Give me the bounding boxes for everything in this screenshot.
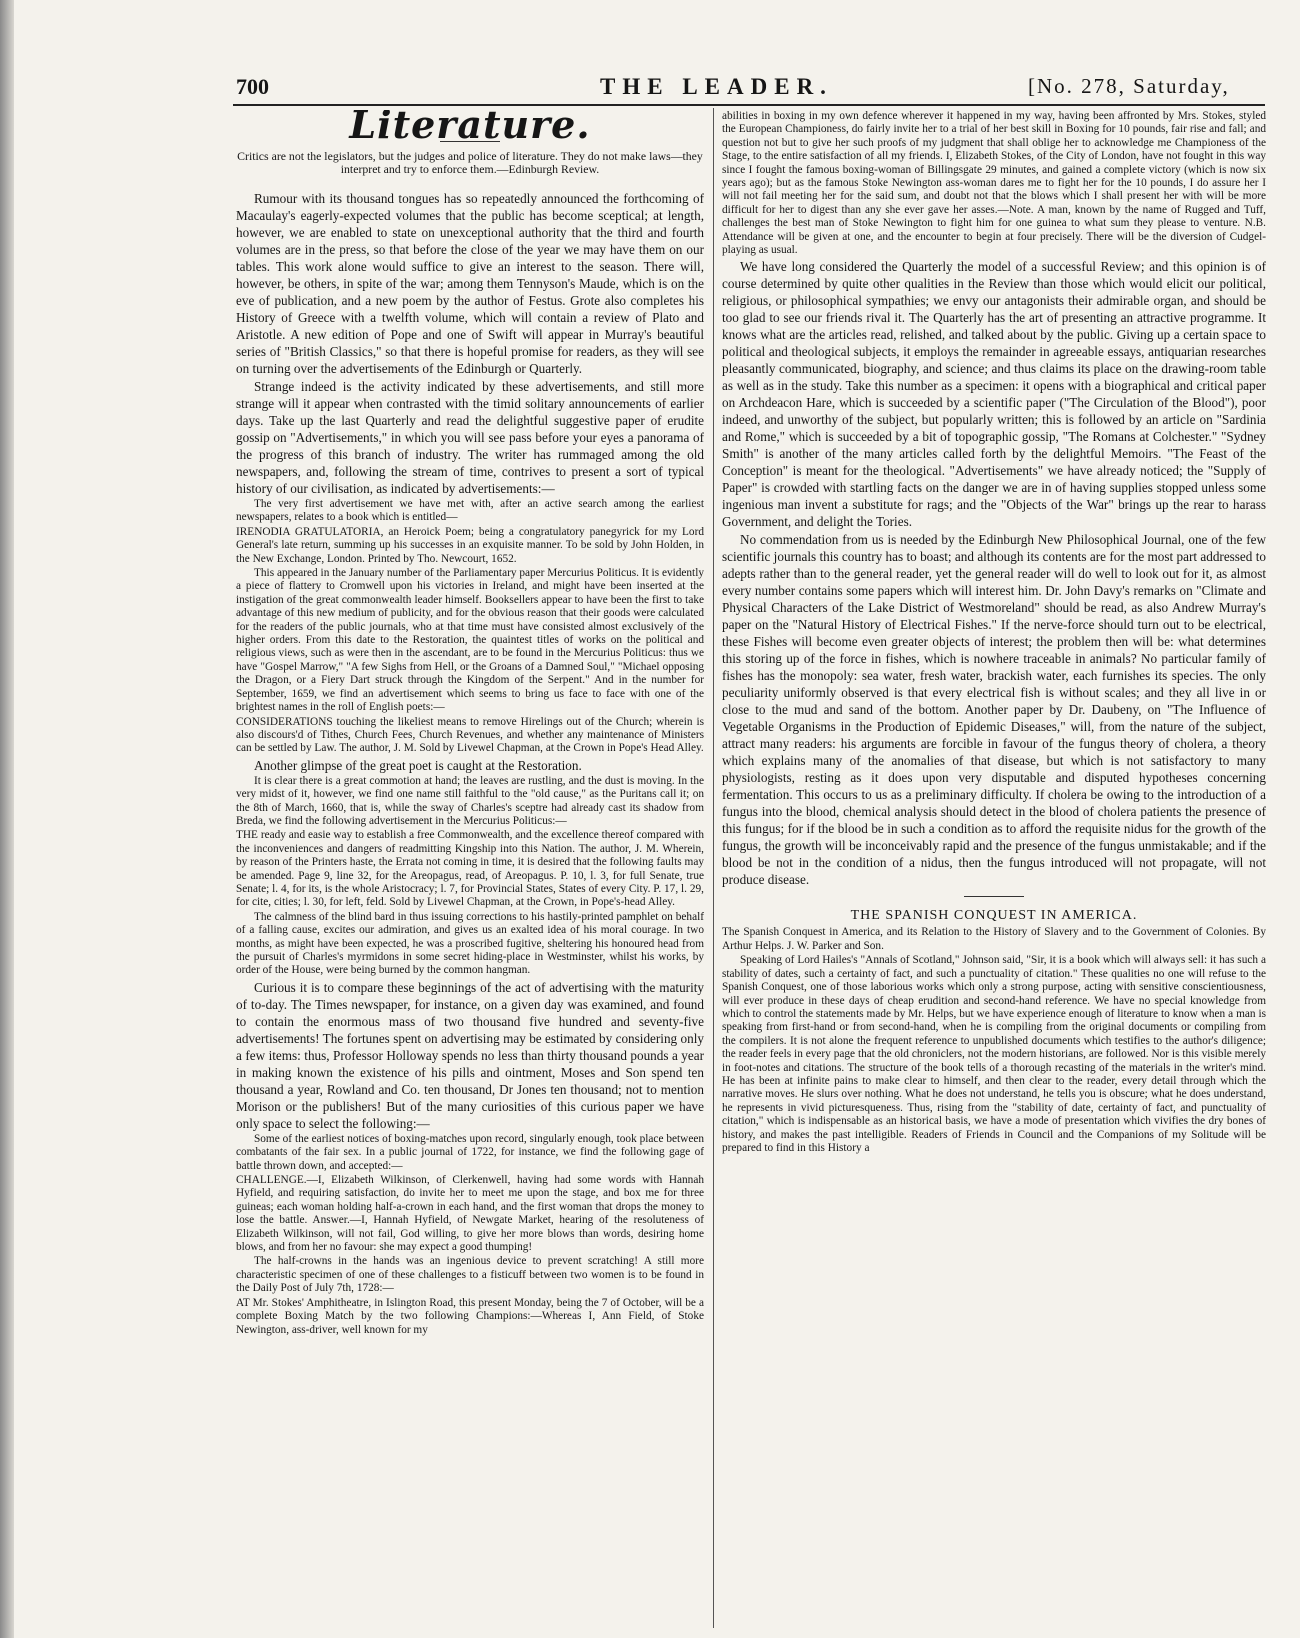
advertisement-quote: IRENODIA GRATULATORIA, an Heroick Poem; being a congratulatory panegyrick for my Lord General's late return, summing up his successes in an exquisite manner. To be sold by John Holden, in the New Exchange, London. Printed by Tho. Newcourt, 1652. xyxy=(236,525,704,565)
issue-info: [No. 278, Saturday, xyxy=(1028,74,1230,98)
paragraph: Curious it is to compare these beginnings of the act of advertising with the maturity of to-day. The Times newspaper, for instance, on a given day was examined, and found to contain the enormous mass of two thousand five hundred and seventy-five advertisements! The fortunes spent on advertising may be estimated by considering only a few items: thus, Professor Holloway spends no less than thirty thousand pounds a year in making known the existence of his pills and ointment, Moses and Son spend ten thousand a year, Rowland and Co. ten thousand, Dr Jones ten thousand; not to mention Morison or the publishers! But of the many curiosities of this curious paper we have only space to select the following:— xyxy=(236,979,704,1131)
paragraph: No commendation from us is needed by the Edinburgh New Philosophical Journal, one of the few scientific journals this country has to boast; and although its contents are for the most part addressed to adepts rather than to the general reader, yet the general reader will do well to look out for it, as almost every number contains some papers which will interest him. Dr. John Davy's remarks on "Climate and Physical Characters of the Lake District of Westmoreland" should be read, as also Andrew Murray's paper on the "Natural History of Electrical Fishes." If the nerve-force should turn out to be electrical, these Fishes will become even greater objects of interest; the problem then will be: what determines this storing up of the force in fishes, which is nowhere traceable in animals? No particular family of fishes has the monopoly: sea water, fresh water, brackish water, each furnishes its species. The only peculiarity uniformly observed is that every electrical fish is without scales; and they all live in or close to the mud and sand of the bottom. Another paper by Dr. Daubeny, on "The Influence of Vegetable Organisms in the Production of Epidemic Diseases," will, from the nature of the subject, attract many readers: his arguments are forcible in favour of the fungus theory of cholera, a theory which explains many of the anomalies of that disease, but which is not satisfactory to many physiologists, resting as it does upon very disputable and disputed hypotheses concerning fermentation. This occurs to us as a preliminary difficulty. If cholera be owing to the introduction of a fungus into the blood, chemical analysis should detect in the blood of cholera patients the presence of this fungus; for if the blood be in such a condition as to afford the requisite nidus for the growth of the fungus, the growth will be inconceivably rapid and the presence of the fungus unmistakable; and if the blood be not in the condition of a nidus, then the fungus introduced will not propagate, will not produce disease. xyxy=(722,532,1266,888)
right-column xyxy=(722,110,1266,1625)
advertisement-quote: THE ready and easie way to establish a free Commonwealth, and the excellence thereof compared with the inconveniences and dangers of readmitting Kingship into this Nation. The author, J. M. Wherein, by reason of the Printers haste, the Errata not coming in time, it is desired that the following faults may be amended. Page 9, line 32, for the Areopagus, read, of Areopagus. P. 10, l. 3, for full Senate, true Senate; l. 4, for its, is the whole Aristocracy; l. 7, for Provincial States, States of every City. P. 17, l. 29, for cite, cities; l. 30, for left, feld. Sold by Livewel Chapman, at the Crown, in Pope's-head Alley. xyxy=(236,829,704,909)
paragraph: Another glimpse of the great poet is caught at the Restoration. xyxy=(254,757,582,773)
page-number: 700 xyxy=(236,74,269,99)
running-head: THE LEADER. xyxy=(600,74,833,99)
review-subtitle: The Spanish Conquest in America, and its Relation to the History of Slavery and to the Government of Colonies. By Arthur Helps. J. W. Parker and Son. xyxy=(722,926,1266,952)
paragraph: The calmness of the blind bard in thus issuing corrections to his hastily-printed pamphlet on behalf of a falling cause, excites our admiration, and gives us an exalted idea of his moral courage. In two months, as might have been expected, he was a proscribed fugitive, sheltering his honoured head from the pursuit of Charles's myrmidons in some secret hiding-place in Westminster, whilst his works, by order of the House, were being burned by the common hangman. xyxy=(236,910,704,977)
section-motto: Critics are not the legislators, but the judges and police of literature. They do not make laws—they interpret and try to enforce them.—Edinburgh Review. xyxy=(237,149,703,176)
paragraph: Strange indeed is the activity indicated by these advertisements, and still more strange will it appear when contrasted with the timid solitary announcements of earlier days. Take up the last Quarterly and read the delightful suggestive paper of erudite gossip on "Advertisements," in which you will see pass before your eyes a panorama of the progress of this branch of industry. The writer has rummaged among the old newspapers, and, following the stream of time, contrives to present a sort of typical history of our civilisation, as indicated by advertisements:— xyxy=(236,379,704,496)
section-title: Literature. xyxy=(349,110,591,147)
review-title: THE SPANISH CONQUEST IN AMERICA. xyxy=(850,908,1138,924)
paragraph: Rumour with its thousand tongues has so repeatedly announced the forthcoming of Macaulay's eagerly-expected volumes that the public has become sceptical; at length, however, we are enabled to state on unexceptional authority that the third and fourth volumes are in the press, so that before the close of the year we may have them on our tables. This work alone would suffice to give an interest to the season. There will, however, be others, in spite of the war; among them Tennyson's Maude, which is on the eve of publication, and a new poem by the author of Festus. Grote also completes his History of Greece with a twelfth volume, which will contain a review of Plato and Aristotle. A new edition of Pope and one of Swift will appear in Murray's beautiful series of "British Classics," so that there is hopeful promise for readers, as they will see on turning over the advertisements of the Edinburgh or Quarterly. xyxy=(236,191,704,376)
page-header xyxy=(0,74,1300,104)
left-column xyxy=(236,110,704,1625)
advertisement-quote: CONSIDERATIONS touching the likeliest means to remove Hirelings out of the Church; wherein is also discours'd of Tithes, Church Fees, Church Revenues, and whether any maintenance of Ministers can be settled by Law. The author, J. M. Sold by Livewel Chapman, at the Crown in Pope's Head Alley. xyxy=(236,715,704,755)
column-divider xyxy=(713,108,714,1628)
paragraph: Speaking of Lord Hailes's "Annals of Scotland," Johnson said, "Sir, it is a book which will always sell: it has such a stability of dates, such a certainty of fact, and such a punctuality of citation." These qualities no one will refuse to the Spanish Conquest, one of those laborious works which only a strong purpose, acting with sensitive conscientiousness, will ever produce in these days of cheap erudition and second-hand reference. We have no special knowledge from which to control the statements made by Mr. Helps, but we have experience enough of literature to know when a man is speaking from first-hand or from second-hand, when he is compiling from the original documents or compiling from the compilers. It is not alone the frequent reference to unpublished documents which testifies to the author's diligence; the reader feels in every page that the old chroniclers, not the modern historians, are followed. Nor is this visible merely in foot-notes and citations. The structure of the book tells of a thorough recasting of the materials in the writer's mind. He has been at infinite pains to make clear to himself, and then clear to the reader, every detail through which the narrative moves. He slurs over nothing. What he does not understand, he tells you is obscure; what he does understand, he represents in vivid picturesqueness. Thus, rising from the "stability of date, certainty of fact, and punctuality of citation," which is indispensable as an historical basis, we have a mode of presentation which vivifies the dry bones of history, and makes the past intelligible. Readers of Friends in Council and the Companions of my Solitude will be prepared to find in this History a xyxy=(722,954,1266,1154)
paragraph: Some of the earliest notices of boxing-matches upon record, singularly enough, took place between combatants of the fair sex. In a public journal of 1722, for instance, we find the following gage of battle thrown down, and accepted:— xyxy=(236,1132,704,1172)
paragraph: This appeared in the January number of the Parliamentary paper Mercurius Politicus. It is evidently a piece of flattery to Cromwell upon his victories in Ireland, and might have been inserted at the instigation of the great commonwealth leader himself. Booksellers appear to have been the first to take advantage of this new medium of publicity, and for the obvious reason that their goods were calculated for the readers of the public journals, who at that time must have consisted almost exclusively of the higher orders. From this date to the Restoration, the quaintest titles of works on the political and religious views, such as were then in the ascendant, are to be found in the Mercurius Politicus: thus we have "Gospel Marrow," "A few Sighs from Hell, or the Groans of a Damned Soul," "Michael opposing the Dragon, or a Fiery Dart struck through the Kingdom of the Serpent." And in the number for September, 1659, we find an advertisement which seems to bring us face to face with one of the brightest names in the roll of English poets:— xyxy=(236,567,704,714)
paragraph: The very first advertisement we have met with, after an active search among the earliest newspapers, relates to a book which is entitled— xyxy=(236,498,704,524)
advertisement-quote: CHALLENGE.—I, Elizabeth Wilkinson, of Clerkenwell, having had some words with Hannah Hyfield, and requiring satisfaction, do invite her to meet me upon the stage, and box me for three guineas; each woman holding half-a-crown in each hand, and the first woman that drops the money to lose the battle. Answer.—I, Hannah Hyfield, of Newgate Market, hearing of the resoluteness of Elizabeth Wilkinson, will not fail, God willing, to give her more blows than words, desiring home blows, and from her no favour: she may expect a good thumping! xyxy=(236,1174,704,1254)
paragraph: We have long considered the Quarterly the model of a successful Review; and this opinion is of course determined by quite other qualities in the Review than those which would elicit our political, religious, or philosophical sympathies; we envy our antagonists their admirable organ, and should be too glad to see our friends rival it. The Quarterly has the art of presenting an attractive programme. It knows what are the articles read, relished, and talked about by the public. Giving up a certain space to political and theological subjects, it employs the remainder in agreeable essays, antiquarian researches pleasantly communicated, biography, and science; and thus claims its place on the drawing-room table as well as in the study. Take this number as a specimen: it opens with a biographical and critical paper on Archdeacon Hare, which is succeeded by a scientific paper ("The Circulation of the Blood"), poor indeed, and unworthy of the subject, but popularly written; this is followed by an article on "Sardinia and Rome," which is succeeded by a bit of topographic gossip, "The Romans at Colchester." "Sydney Smith" is another of the many articles called forth by the delightful Memoirs. "The Feast of the Conception" is meant for the theological. "Advertisements" we have already noticed; the "Supply of Paper" is crowded with startling facts on the danger we are in of having supplies stopped unless some ingenious man invent a substitute for rags; and the "Objects of the War" brings up the rear to harass Government, and delight the Tories. xyxy=(722,259,1266,530)
header-rule xyxy=(233,104,1265,106)
advertisement-quote: AT Mr. Stokes' Amphitheatre, in Islington Road, this present Monday, being the 7 of October, will be a complete Boxing Match by the two following Champions:—Whereas I, Ann Field, of Stoke Newington, ass-driver, well known for my xyxy=(236,1296,704,1336)
section-rule xyxy=(964,896,1024,897)
paragraph: It is clear there is a great commotion at hand; the leaves are rustling, and the dust is moving. In the very midst of it, however, we find one name still faithful to the "old cause," as the Puritans call it; on the 8th of March, 1660, that is, while the sway of Charles's sceptre had already cast its shadow from Breda, we find the following advertisement in the Mercurius Politicus:— xyxy=(236,774,704,827)
paragraph: The half-crowns in the hands was an ingenious device to prevent scratching! A still more characteristic specimen of one of these challenges to a fisticuff between two women is to be found in the Daily Post of July 7th, 1728:— xyxy=(236,1255,704,1295)
advertisement-quote: abilities in boxing in my own defence wherever it happened in my way, having been affronted by Mrs. Stokes, styled the European Championess, do fairly invite her to a trial of her best skill in Boxing for 10 pounds, fair rise and fall; and question not but to give her such proofs of my judgment that shall oblige her to acknowledge me Championess of the Stage, to the entire satisfaction of all my friends. I, Elizabeth Stokes, of the City of London, have not fought in this way since I fought the famous boxing-woman of Billingsgate 29 minutes, and gained a complete victory (which is now six years ago); but as the famous Stoke Newington ass-woman dares me to fight her for the 10 pounds, I do assure her I will not fail meeting her for the said sum, and doubt not that the blows which I shall present her with will be more difficult for her to digest than any she ever gave her asses.—Note. A man, known by the name of Rugged and Tuff, challenges the best man of Stoke Newington to fight him for one guinea to what sum they please to venture. N.B. Attendance will be given at one, and the encounter to begin at four precisely. There will be the diversion of Cudgel-playing as usual. xyxy=(722,110,1266,257)
page-edge-shadow xyxy=(0,0,14,1638)
